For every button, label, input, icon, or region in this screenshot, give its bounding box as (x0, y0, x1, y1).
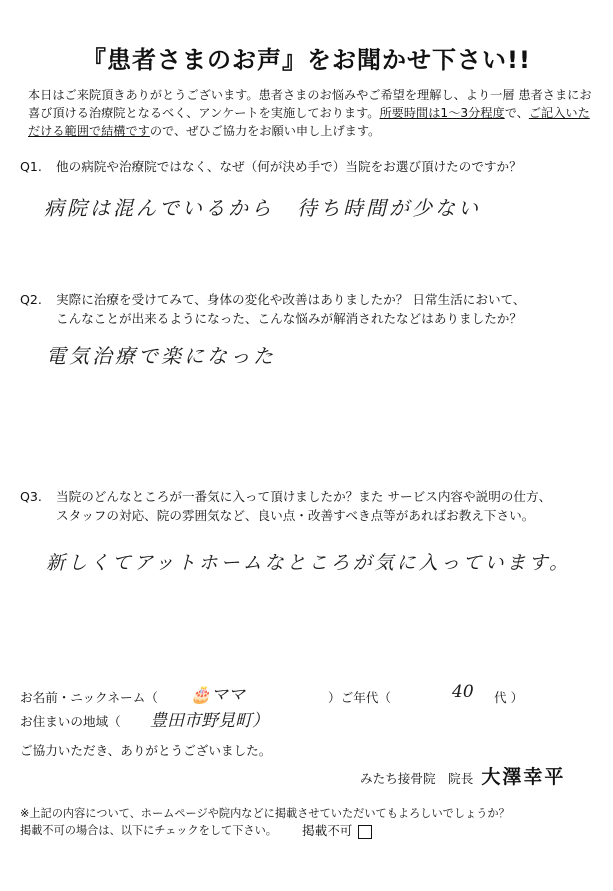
optout-option[interactable] (302, 820, 372, 839)
question-text: 他の病院や治療院ではなく、なぜ（何が決め手で）当院をお選び頂けたのですか？ (56, 159, 522, 174)
age-field-suffix: 代 ） (494, 690, 524, 705)
age-field-label: ）ご年代（ (328, 690, 391, 705)
answer-1: 病院は混んでいるから 待ち時間が少ない (44, 196, 481, 220)
intro-scope: ご記入いただける範囲で結構です (28, 106, 590, 138)
answer-3: 新しくてアットホームなところが気に入っています。 (46, 552, 572, 574)
question-text: 当院のどんなところが一番気に入って頂けましたか？また サービス内容や説明の仕方、 (56, 489, 552, 504)
optout-label: 掲載不可 (302, 823, 353, 838)
question-text-line2: こんなことが出来るようになった、こんな悩みが解消されたなどはありましたか？ (56, 311, 522, 326)
question-number: Q2. (20, 292, 42, 307)
signature (360, 762, 565, 789)
publish-note: ※上記の内容について、ホームページや院内などに掲載させていただいてもよろしいでしょうか？ (20, 807, 510, 820)
thanks-text: ご協力いただき、ありがとうございました。 (20, 743, 272, 758)
question-number: Q3. (20, 489, 42, 504)
intro-paragraph (28, 86, 598, 140)
intro-text-1: 本日はご来院頂きありがとうございます。患者さまのお悩みやご希望を理解し、より一層 患者さまにお喜び頂ける治療院となるべく、アンケートを実施しております。 (28, 88, 592, 120)
director-name: 大澤幸平 (481, 766, 566, 788)
area-field-value: 豊田市野見町） (150, 711, 269, 731)
optout-checkbox[interactable] (358, 825, 372, 839)
clinic-name: みたち接骨院 院長 (360, 771, 474, 786)
answer-2: 電気治療で楽になった (46, 344, 276, 368)
name-field-value: 🎂ママ (190, 685, 246, 705)
question-text: 実際に治療を受けてみて、身体の変化や改善はありましたか？ 日常生活において、 (56, 292, 526, 307)
intro-text-3: ので、ぜひご協力をお願い申し上げます。 (149, 124, 381, 138)
optout-instruction: 掲載不可の場合は、以下にチェックをして下さい。 (20, 824, 277, 837)
question-number: Q1. (20, 159, 42, 174)
question-3 (20, 487, 600, 525)
name-field-label: お名前・ニックネーム（ (20, 690, 158, 705)
area-field-label: お住まいの地域（ (20, 714, 121, 729)
question-text-line2: スタッフの対応、院の雰囲気など、良い点・改善すべき点等があればお教え下さい。 (56, 508, 535, 523)
intro-text-2: で、 (504, 106, 529, 120)
intro-duration: 所要時間は1〜3分程度 (379, 106, 505, 120)
question-2 (20, 290, 600, 328)
page-title: 『患者さまのお声』をお聞かせ下さい!! (82, 46, 531, 74)
question-1 (20, 157, 600, 176)
age-field-value: 40 (452, 682, 474, 702)
